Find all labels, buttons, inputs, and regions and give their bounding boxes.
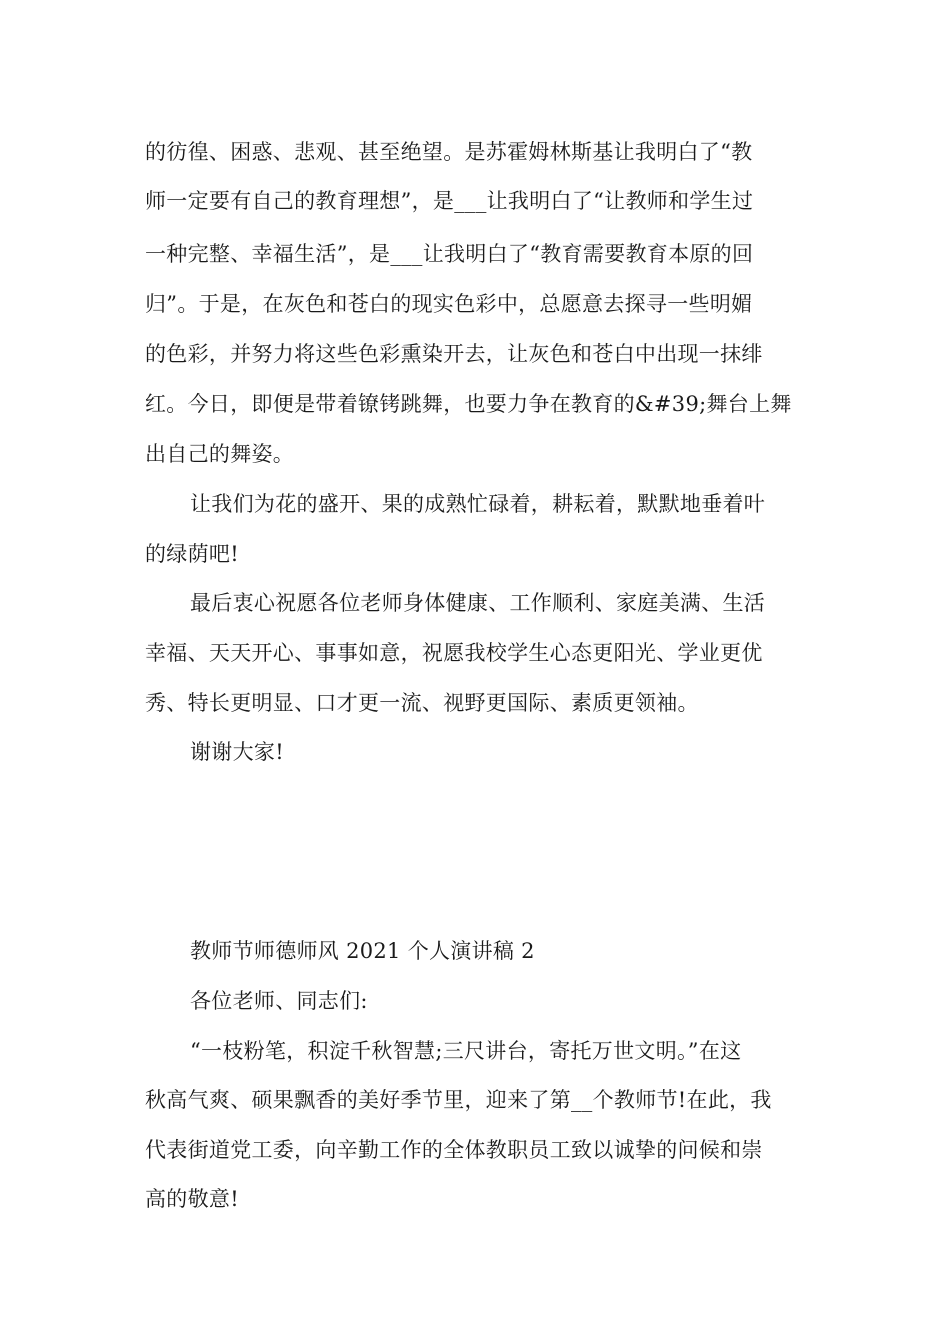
paragraph-line: 秋高气爽、硕果飘香的美好季节里，迎来了第__个教师节!在此，我: [145, 1088, 772, 1112]
greeting: 各位老师、同志们:: [190, 989, 368, 1013]
paragraph-line: 最后衷心祝愿各位老师身体健康、工作顺利、家庭美满、生活: [190, 591, 766, 615]
paragraph-line: 让我们为花的盛开、果的成熟忙碌着，耕耘着，默默地垂着叶: [190, 492, 766, 516]
paragraph-line: 幸福、天天开心、事事如意，祝愿我校学生心态更阳光、学业更优: [145, 641, 763, 665]
document-title: 教师节师德师风 2021 个人演讲稿 2: [190, 939, 535, 963]
paragraph-line: 的彷徨、困惑、悲观、甚至绝望。是苏霍姆林斯基让我明白了“教: [145, 140, 753, 164]
paragraph-line: 秀、特长更明显、口才更一流、视野更国际、素质更领袖。: [145, 691, 699, 715]
closing-thanks: 谢谢大家!: [190, 740, 284, 764]
paragraph-line: 代表街道党工委，向辛勤工作的全体教职员工致以诚挚的问候和崇: [145, 1138, 763, 1162]
paragraph-line: 红。今日，即便是带着镣铐跳舞，也要力争在教育的&#39;舞台上舞: [145, 392, 792, 416]
paragraph-line: 的色彩，并努力将这些色彩熏染开去，让灰色和苍白中出现一抹绯: [145, 342, 763, 366]
paragraph-line: 一种完整、幸福生活”，是___让我明白了“教育需要教育本原的回: [145, 242, 754, 266]
paragraph-line: 归”。于是，在灰色和苍白的现实色彩中，总愿意去探寻一些明媚: [145, 292, 753, 316]
paragraph-line: 师一定要有自己的教育理想”，是___让我明白了“让教师和学生过: [145, 189, 754, 213]
paragraph-line: “一枝粉笔，积淀千秋智慧;三尺讲台，寄托万世文明。”在这: [190, 1039, 742, 1063]
paragraph-line: 的绿荫吧!: [145, 542, 239, 566]
paragraph-line: 高的敬意!: [145, 1187, 239, 1211]
paragraph-line: 出自己的舞姿。: [145, 442, 295, 466]
